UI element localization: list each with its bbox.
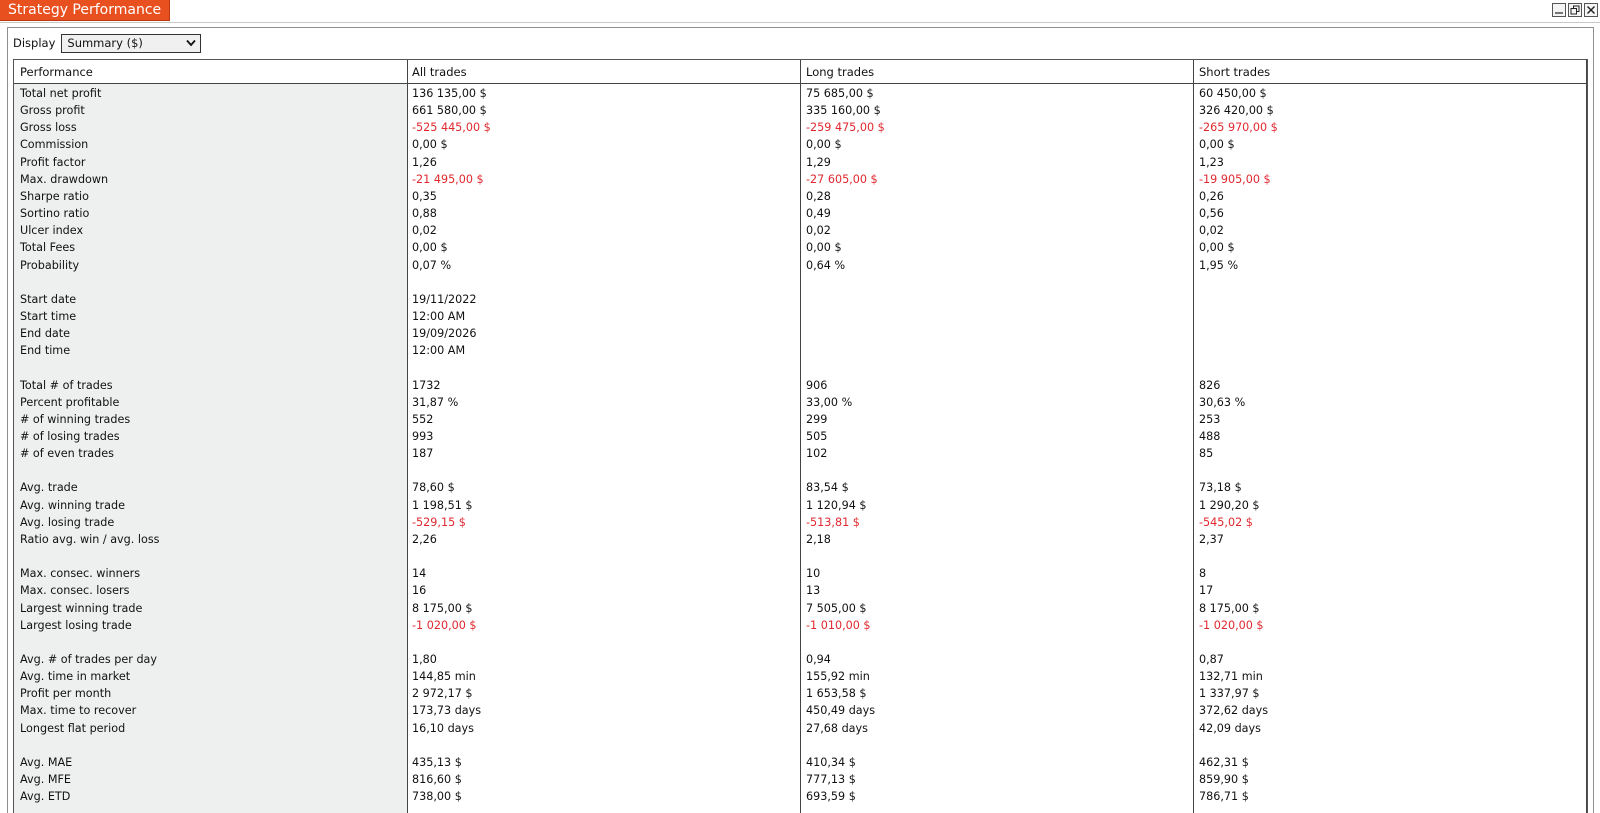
- long-trades-value: 505: [806, 430, 828, 443]
- column-divider[interactable]: [1193, 60, 1194, 813]
- short-trades-value: 60 450,00 $: [1199, 87, 1267, 100]
- row-label: End date: [20, 327, 71, 341]
- long-trades-value: -1 010,00 $: [806, 618, 871, 632]
- window-controls: [1552, 3, 1598, 17]
- row-label: Total # of trades: [20, 378, 113, 392]
- short-trades-value: 253: [1199, 412, 1221, 426]
- all-trades-value: 19/09/2026: [412, 327, 477, 341]
- all-trades-value: 2,26: [412, 532, 437, 546]
- short-trades-value: 73,18 $: [1199, 481, 1242, 495]
- all-trades-value: 16: [412, 584, 427, 598]
- all-trades-value: 816,60 $: [412, 773, 462, 786]
- long-trades-value: 102: [806, 447, 828, 461]
- long-trades-value: 0,02: [806, 224, 831, 238]
- all-trades-value: -529,15 $: [412, 515, 466, 529]
- all-trades-value: 173,73 days: [412, 704, 482, 718]
- short-trades-value: 462,31 $: [1199, 755, 1249, 769]
- display-select[interactable]: [61, 34, 201, 53]
- short-trades-value: 326 420,00 $: [1199, 104, 1274, 118]
- row-label: Avg. winning trade: [20, 498, 125, 512]
- short-trades-value: 30,63 %: [1199, 395, 1246, 409]
- all-trades-value: 136 135,00 $: [412, 87, 487, 100]
- short-trades-value: 132,71 min: [1199, 670, 1263, 684]
- short-trades-value: 1 290,20 $: [1199, 498, 1260, 512]
- row-label: Longest flat period: [20, 721, 126, 735]
- all-trades-value: -21 495,00 $: [412, 172, 484, 186]
- short-trades-value: 0,26: [1199, 189, 1224, 203]
- header-all-trades[interactable]: All trades: [412, 65, 467, 79]
- all-trades-value: 12:00 AM: [412, 344, 466, 358]
- display-label: Display: [13, 36, 56, 50]
- row-label: Avg. ETD: [20, 790, 71, 804]
- column-divider[interactable]: [800, 60, 801, 813]
- row-label: # of even trades: [20, 447, 114, 461]
- long-trades-value: 2,18: [806, 532, 831, 546]
- row-label: Max. drawdown: [20, 172, 109, 186]
- all-trades-value: 19/11/2022: [412, 292, 477, 306]
- all-trades-value: 552: [412, 412, 434, 426]
- row-label: Max. consec. losers: [20, 584, 130, 598]
- all-trades-value: 738,00 $: [412, 790, 462, 804]
- row-label: Avg. MAE: [20, 755, 73, 769]
- all-trades-value: -525 445,00 $: [412, 121, 491, 135]
- all-trades-value: 14: [412, 567, 427, 581]
- long-trades-value: 27,68 days: [806, 721, 868, 735]
- long-trades-value: 1 653,58 $: [806, 687, 867, 701]
- all-trades-value: 1,26: [412, 155, 437, 169]
- long-trades-value: 7 505,00 $: [806, 601, 867, 615]
- short-trades-value: 0,02: [1199, 224, 1224, 238]
- row-label: Start date: [20, 292, 77, 306]
- short-trades-value: -1 020,00 $: [1199, 618, 1264, 632]
- short-trades-value: 488: [1199, 430, 1221, 443]
- close-icon[interactable]: [1584, 3, 1598, 17]
- row-label: Avg. losing trade: [20, 515, 115, 529]
- row-label: Avg. trade: [20, 481, 78, 495]
- header-short-trades[interactable]: Short trades: [1199, 65, 1271, 79]
- short-trades-value: 17: [1199, 584, 1214, 598]
- all-trades-value: 1732: [412, 378, 441, 392]
- short-trades-value: 826: [1199, 378, 1221, 392]
- short-trades-value: 8 175,00 $: [1199, 601, 1260, 615]
- short-trades-value: 8: [1199, 567, 1207, 581]
- short-trades-value: -265 970,00 $: [1199, 121, 1278, 135]
- long-trades-value: 1,29: [806, 155, 831, 169]
- short-trades-value: 85: [1199, 447, 1214, 461]
- row-label: Ratio avg. win / avg. loss: [20, 532, 160, 546]
- short-trades-value: 1 337,97 $: [1199, 687, 1260, 701]
- row-label: Largest losing trade: [20, 618, 132, 632]
- all-trades-value: 144,85 min: [412, 670, 476, 684]
- display-select-value: Summary ($): [67, 36, 143, 50]
- row-label: # of losing trades: [20, 430, 120, 443]
- short-trades-value: -545,02 $: [1199, 515, 1253, 529]
- row-label: Avg. time in market: [20, 670, 131, 684]
- row-label: Ulcer index: [20, 224, 84, 238]
- row-label: Total Fees: [20, 241, 76, 255]
- short-trades-value: 0,87: [1199, 652, 1224, 666]
- minimize-icon[interactable]: [1552, 3, 1566, 17]
- row-label: Avg. MFE: [20, 773, 71, 786]
- row-label: Total net profit: [20, 87, 102, 100]
- chevron-down-icon: [186, 39, 196, 47]
- row-label: Largest winning trade: [20, 601, 143, 615]
- all-trades-value: 0,00 $: [412, 138, 448, 152]
- long-trades-value: 0,28: [806, 189, 831, 203]
- short-trades-value: 0,00 $: [1199, 138, 1235, 152]
- short-trades-value: 1,95 %: [1199, 258, 1239, 272]
- long-trades-value: 75 685,00 $: [806, 87, 874, 100]
- row-label: Sortino ratio: [20, 207, 90, 221]
- row-label: # of winning trades: [20, 412, 131, 426]
- long-trades-value: 0,64 %: [806, 258, 846, 272]
- long-trades-value: 0,49: [806, 207, 831, 221]
- row-label: Gross profit: [20, 104, 85, 118]
- all-trades-value: 1 198,51 $: [412, 498, 473, 512]
- row-label: Max. time to recover: [20, 704, 137, 718]
- long-trades-value: 299: [806, 412, 828, 426]
- row-label: Profit factor: [20, 155, 86, 169]
- long-trades-value: -259 475,00 $: [806, 121, 885, 135]
- long-trades-value: 1 120,94 $: [806, 498, 867, 512]
- short-trades-value: 859,90 $: [1199, 773, 1249, 786]
- row-label: Profit per month: [20, 687, 112, 701]
- short-trades-value: -19 905,00 $: [1199, 172, 1271, 186]
- all-trades-value: 187: [412, 447, 434, 461]
- all-trades-value: 0,00 $: [412, 241, 448, 255]
- all-trades-value: 1,80: [412, 652, 437, 666]
- restore-icon[interactable]: [1568, 3, 1582, 17]
- long-trades-value: -513,81 $: [806, 515, 860, 529]
- performance-table: [13, 59, 1588, 813]
- header-long-trades[interactable]: Long trades: [806, 65, 875, 79]
- long-trades-value: 0,00 $: [806, 138, 842, 152]
- long-trades-value: 33,00 %: [806, 395, 853, 409]
- row-label: Avg. # of trades per day: [20, 652, 158, 666]
- short-trades-value: 0,00 $: [1199, 241, 1235, 255]
- long-trades-value: 13: [806, 584, 821, 598]
- all-trades-value: 31,87 %: [412, 395, 459, 409]
- column-divider[interactable]: [407, 60, 408, 813]
- all-trades-value: 16,10 days: [412, 721, 474, 735]
- long-trades-value: 693,59 $: [806, 790, 856, 804]
- title-bar: [0, 0, 1600, 23]
- long-trades-value: 450,49 days: [806, 704, 876, 718]
- row-label: Max. consec. winners: [20, 567, 141, 581]
- all-trades-value: 435,13 $: [412, 755, 462, 769]
- long-trades-value: 906: [806, 378, 828, 392]
- all-trades-value: 993: [412, 430, 434, 443]
- long-trades-value: 0,00 $: [806, 241, 842, 255]
- all-trades-value: 8 175,00 $: [412, 601, 473, 615]
- row-label: Percent profitable: [20, 395, 120, 409]
- short-trades-value: 2,37: [1199, 532, 1224, 546]
- all-trades-value: 661 580,00 $: [412, 104, 487, 118]
- short-trades-value: 1,23: [1199, 155, 1224, 169]
- row-label: Commission: [20, 138, 89, 152]
- long-trades-value: 410,34 $: [806, 755, 856, 769]
- all-trades-value: 0,07 %: [412, 258, 452, 272]
- long-trades-value: 155,92 min: [806, 670, 870, 684]
- long-trades-value: 10: [806, 567, 821, 581]
- toolbar: [13, 33, 201, 53]
- window-title[interactable]: Strategy Performance: [0, 0, 170, 21]
- short-trades-value: 786,71 $: [1199, 790, 1249, 804]
- row-label: Probability: [20, 258, 80, 272]
- all-trades-value: 2 972,17 $: [412, 687, 473, 701]
- short-trades-value: 0,56: [1199, 207, 1224, 221]
- all-trades-value: 0,88: [412, 207, 437, 221]
- all-trades-value: 12:00 AM: [412, 309, 466, 323]
- all-trades-value: 0,02: [412, 224, 437, 238]
- header-performance[interactable]: Performance: [20, 65, 93, 79]
- long-trades-value: 0,94: [806, 652, 831, 666]
- row-label: End time: [20, 344, 71, 358]
- all-trades-value: -1 020,00 $: [412, 618, 477, 632]
- all-trades-value: 78,60 $: [412, 481, 455, 495]
- row-label: Sharpe ratio: [20, 189, 89, 203]
- row-label: Start time: [20, 309, 77, 323]
- long-trades-value: 777,13 $: [806, 773, 856, 786]
- long-trades-value: -27 605,00 $: [806, 172, 878, 186]
- all-trades-value: 0,35: [412, 189, 437, 203]
- row-label: Gross loss: [20, 121, 77, 135]
- long-trades-value: 335 160,00 $: [806, 104, 881, 118]
- column-divider[interactable]: [1586, 60, 1587, 813]
- short-trades-value: 42,09 days: [1199, 721, 1261, 735]
- short-trades-value: 372,62 days: [1199, 704, 1269, 718]
- long-trades-value: 83,54 $: [806, 481, 849, 495]
